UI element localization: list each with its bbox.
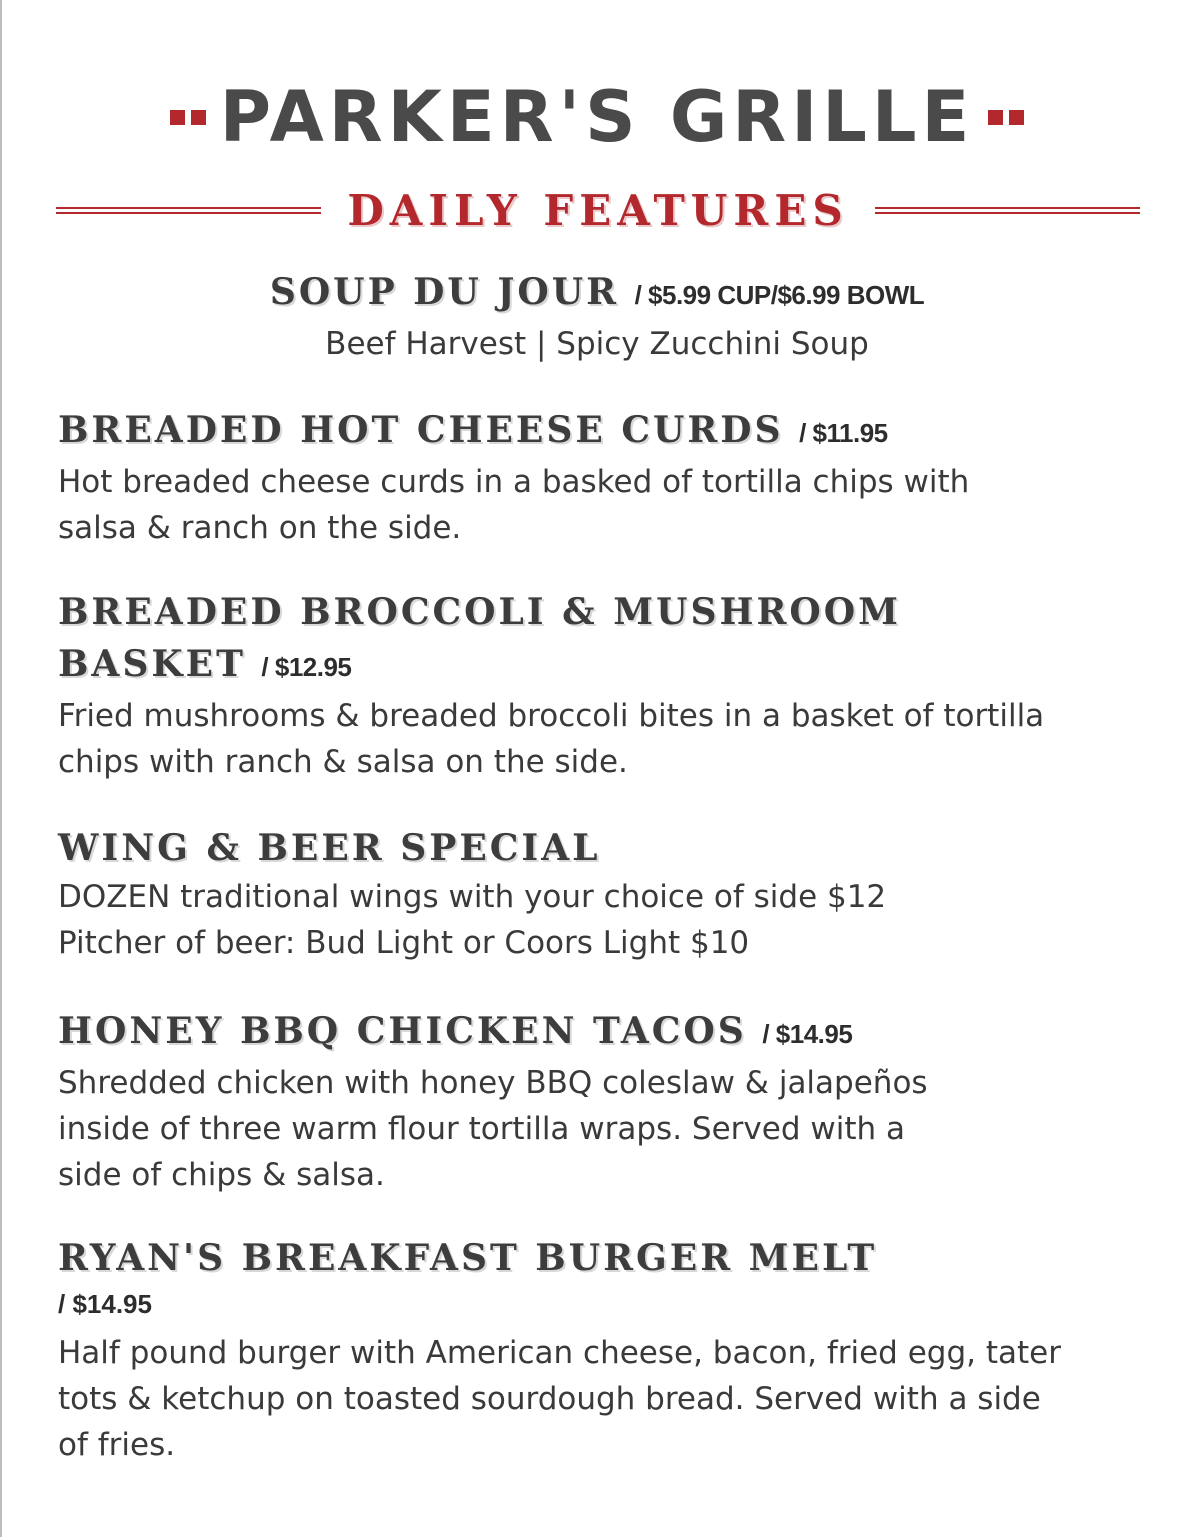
item-description: DOZEN traditional wings with your choice of side $12 Pitcher of beer: Bud Light or Coors Light $10 — [58, 879, 887, 961]
restaurant-title: PARKER'S GRILLE — [219, 76, 975, 158]
item-description: Fried mushrooms & breaded broccoli bites in a basket of tortilla chips with ranch & salsa on the side. — [58, 698, 1045, 780]
item-name: BREADED BROCCOLI & MUSHROOM BASKET / $12.95 — [58, 591, 901, 685]
item-price: / $14.95 — [762, 1019, 853, 1049]
left-accent-squares — [170, 110, 206, 125]
item-name: HONEY BBQ CHICKEN TACOS / $14.95 — [58, 1010, 853, 1052]
menu-item-breakfast-burger — [58, 1232, 1138, 1468]
section-subtitle: DAILY FEATURES — [347, 185, 849, 235]
right-double-rule — [875, 207, 1140, 214]
menu-item-cheese-curds — [58, 404, 1138, 551]
header — [0, 72, 1194, 162]
menu-item-soup — [0, 266, 1194, 367]
item-price: / $12.95 — [261, 652, 352, 682]
item-name: RYAN'S BREAKFAST BURGER MELT — [58, 1237, 878, 1279]
item-description: Half pound burger with American cheese, bacon, fried egg, tater tots & ketchup on toasted sourdough bread. Served with a side of fries. — [58, 1335, 1061, 1463]
page-border — [0, 0, 2, 1537]
item-description: Shredded chicken with honey BBQ coleslaw & jalapeños inside of three warm flour tortilla wraps. Served with a side of chips & salsa. — [58, 1065, 928, 1193]
item-description: Beef Harvest | Spicy Zucchini Soup — [325, 326, 869, 362]
item-price: / $5.99 CUP/$6.99 BOWL — [634, 280, 925, 310]
item-name: BREADED HOT CHEESE CURDS / $11.95 — [58, 409, 888, 451]
left-double-rule — [56, 207, 321, 214]
subtitle-banner — [56, 180, 1140, 240]
item-price: / $14.95 — [58, 1289, 152, 1319]
item-description: Hot breaded cheese curds in a basked of tortilla chips with salsa & ranch on the side. — [58, 464, 970, 546]
right-accent-squares — [988, 110, 1024, 125]
menu-item-wing-beer — [58, 822, 1138, 966]
item-price: / $11.95 — [799, 418, 888, 448]
menu-item-bbq-tacos — [58, 1005, 1138, 1198]
item-name: SOUP DU JOUR / $5.99 CUP/$6.99 BOWL — [269, 271, 925, 313]
item-name: WING & BEER SPECIAL — [58, 827, 601, 869]
menu-item-broccoli-mushroom — [58, 586, 1138, 785]
